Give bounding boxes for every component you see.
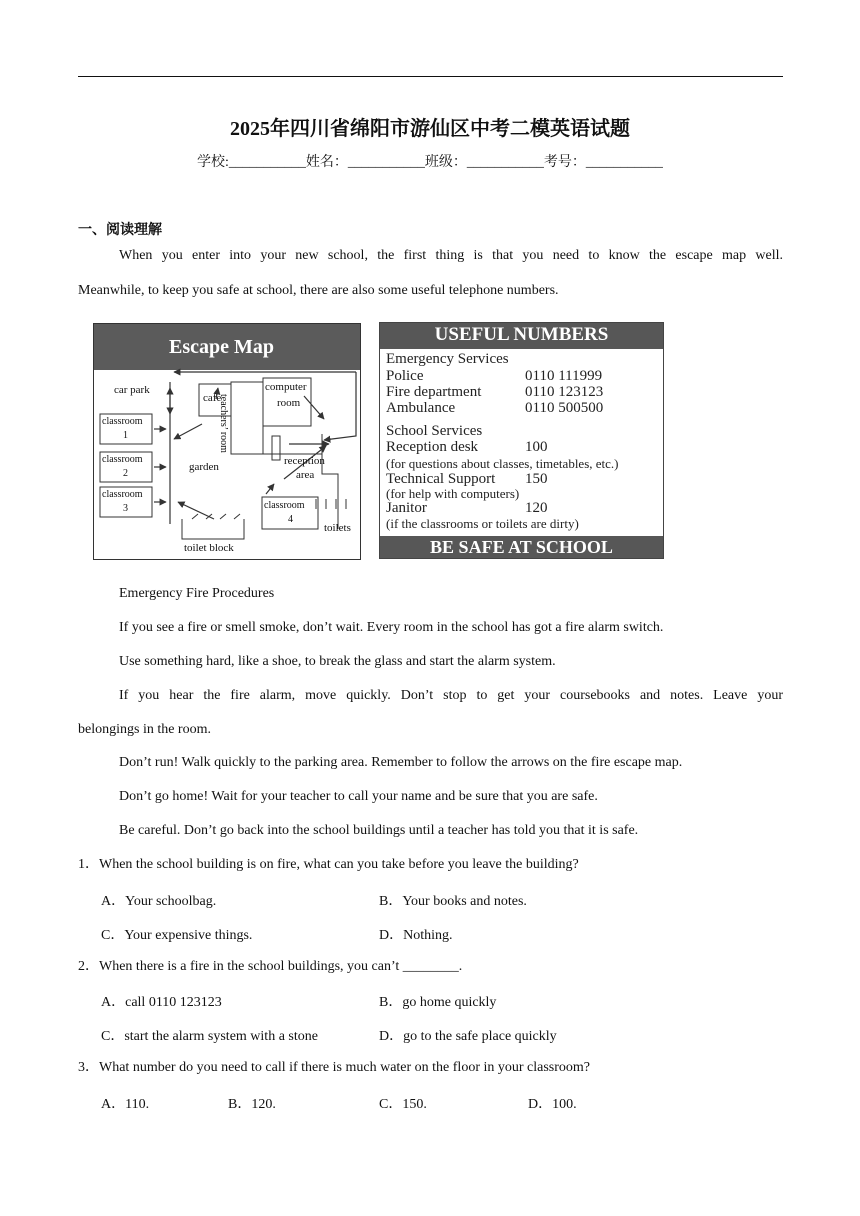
reception-desk bbox=[272, 436, 280, 460]
teachers-room-label: teachers’ room bbox=[218, 394, 229, 453]
procedure-paragraph: Don’t go home! Wait for your teacher to call your name and be sure that you are safe. bbox=[119, 789, 598, 804]
useful-numbers-footer-text: BE SAFE AT SCHOOL bbox=[430, 537, 613, 557]
classroom-4-label: classroom bbox=[264, 500, 305, 511]
school-service-number: 120 bbox=[525, 500, 548, 516]
emergency-number: 0110 111999 bbox=[525, 368, 603, 384]
useful-numbers-panel bbox=[379, 322, 664, 559]
school-service-name: Technical Support bbox=[386, 471, 496, 487]
area-label: area bbox=[296, 469, 315, 481]
answer-option[interactable]: C．150. bbox=[379, 1097, 427, 1112]
school-service-note: (for help with computers) bbox=[386, 486, 520, 501]
useful-numbers-title: USEFUL NUMBERS bbox=[434, 324, 609, 345]
useful-numbers-footer bbox=[380, 536, 663, 558]
school-service-note: (for questions about classes, timetables, etc.) bbox=[386, 456, 619, 471]
question-stem: 1．When the school building is on fire, what can you take before you leave the building? bbox=[78, 857, 579, 872]
classroom-4-number: 4 bbox=[288, 514, 293, 525]
intro-line-2: Meanwhile, to keep you safe at school, there are also some useful telephone numbers. bbox=[78, 283, 559, 298]
cafe-label: cafe bbox=[203, 392, 222, 404]
garden-label: garden bbox=[189, 461, 219, 473]
classroom-3-label: classroom bbox=[102, 489, 143, 500]
car-park-label: car park bbox=[114, 384, 150, 396]
header-rule bbox=[78, 76, 783, 77]
classroom-2-number: 2 bbox=[123, 468, 128, 479]
question-stem: 3．What number do you need to call if there is much water on the floor in your classroom? bbox=[78, 1060, 591, 1075]
page-title: 2025年四川省绵阳市游仙区中考二模英语试题 bbox=[230, 118, 630, 140]
answer-option[interactable]: D．100. bbox=[528, 1097, 577, 1112]
student-info-line: 学校:___________姓名：___________班级：___________考号：___________ bbox=[197, 155, 663, 170]
procedures-title: Emergency Fire Procedures bbox=[119, 586, 275, 601]
useful-numbers-header bbox=[380, 323, 663, 349]
procedure-paragraph: Be careful. Don’t go back into the school buildings until a teacher has told you that it is safe. bbox=[119, 823, 639, 838]
intro-line-1: When you enter into your new school, the first thing is that you need to know the escape map well. bbox=[119, 248, 783, 263]
question-stem: 2．When there is a fire in the school buildings, you can’t ________. bbox=[78, 959, 463, 974]
escape-map bbox=[93, 323, 361, 560]
answer-option[interactable]: B．Your books and notes. bbox=[379, 894, 527, 909]
escape-map-title: Escape Map bbox=[169, 336, 274, 358]
answer-option[interactable]: A．Your schoolbag. bbox=[101, 894, 217, 909]
school-service-note: (if the classrooms or toilets are dirty) bbox=[386, 516, 579, 531]
procedure-paragraph: Don’t run! Walk quickly to the parking area. Remember to follow the arrows on the fire escape map. bbox=[119, 755, 683, 770]
answer-option[interactable]: B．go home quickly bbox=[379, 995, 497, 1010]
procedure-paragraph: Use something hard, like a shoe, to break the glass and start the alarm system. bbox=[119, 654, 556, 669]
school-service-number: 100 bbox=[525, 439, 548, 455]
procedure-paragraph-cont: belongings in the room. bbox=[78, 722, 211, 737]
classroom-1-number: 1 bbox=[123, 430, 128, 441]
classroom-1-label: classroom bbox=[102, 416, 143, 427]
procedure-paragraph: If you see a fire or smell smoke, don’t wait. Every room in the school has got a fire alarm switch. bbox=[119, 620, 664, 635]
procedure-paragraph: If you hear the fire alarm, move quickly. Don’t stop to get your coursebooks and notes. Leave your bbox=[119, 688, 783, 703]
school-service-number: 150 bbox=[525, 471, 548, 487]
toilet-block-label: toilet block bbox=[184, 542, 234, 554]
classroom-2-label: classroom bbox=[102, 454, 143, 465]
answer-option[interactable]: D．go to the safe place quickly bbox=[379, 1029, 557, 1044]
answer-option[interactable]: C．start the alarm system with a stone bbox=[101, 1029, 318, 1044]
emergency-name: Police bbox=[386, 368, 424, 384]
emergency-number: 0110 123123 bbox=[525, 384, 604, 400]
emergency-name: Fire department bbox=[386, 384, 482, 400]
answer-option[interactable]: A．110. bbox=[101, 1097, 150, 1112]
answer-option[interactable]: A．call 0110 123123 bbox=[101, 995, 222, 1010]
school-service-name: Reception desk bbox=[386, 439, 479, 455]
toilets-label: toilets bbox=[324, 522, 351, 534]
answer-option[interactable]: B．120. bbox=[228, 1097, 276, 1112]
room-label: room bbox=[277, 397, 301, 409]
emergency-number: 0110 500500 bbox=[525, 400, 604, 416]
school-heading: School Services bbox=[386, 423, 483, 439]
answer-option[interactable]: C．Your expensive things. bbox=[101, 928, 253, 943]
answer-option[interactable]: D．Nothing. bbox=[379, 928, 453, 943]
reception-label: reception bbox=[284, 455, 325, 467]
emergency-heading: Emergency Services bbox=[386, 351, 509, 367]
computer-label: computer bbox=[265, 381, 307, 393]
emergency-name: Ambulance bbox=[386, 400, 456, 416]
teachers-room-box bbox=[231, 382, 263, 454]
school-service-name: Janitor bbox=[386, 500, 427, 516]
section-heading: 一、阅读理解 bbox=[78, 222, 162, 238]
classroom-3-number: 3 bbox=[123, 503, 128, 514]
